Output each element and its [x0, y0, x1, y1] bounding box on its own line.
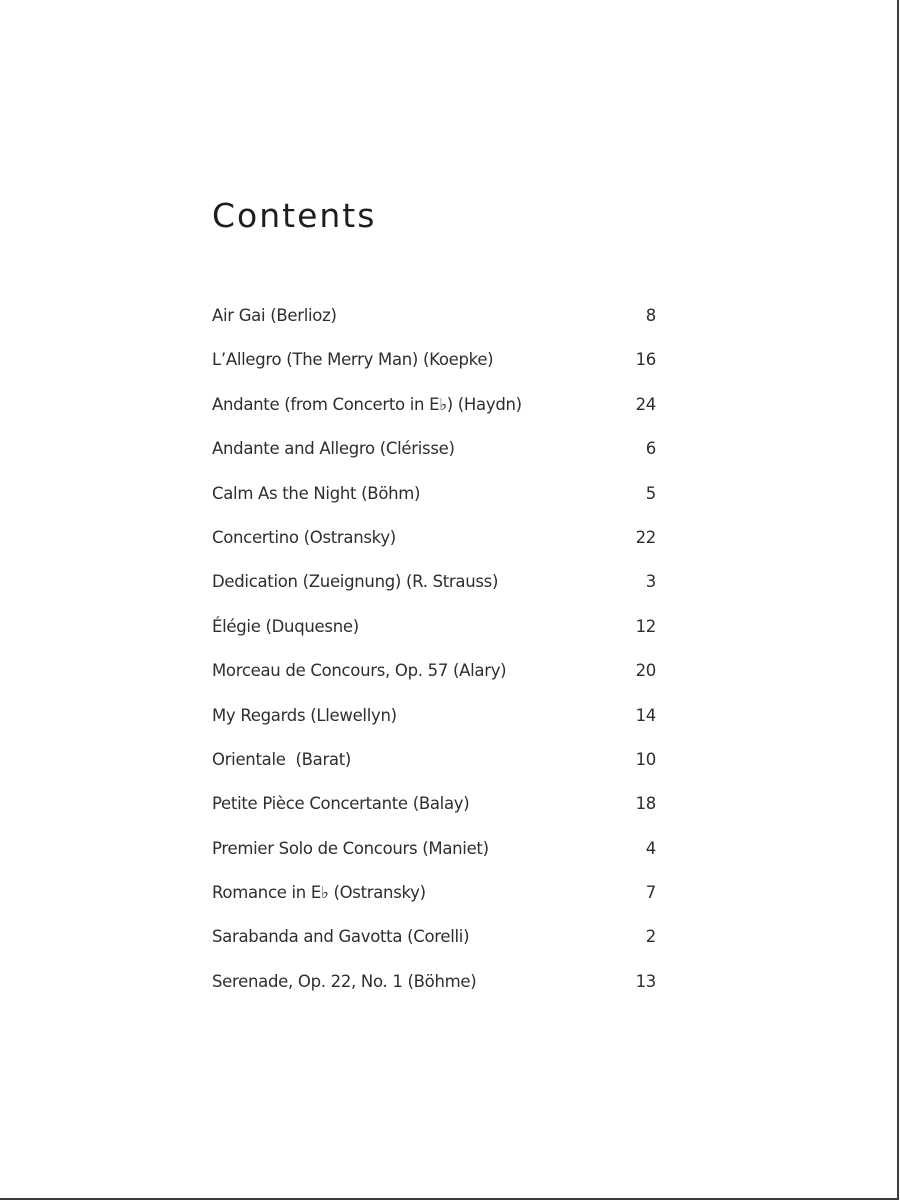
entry-title: Romance in E♭ (Ostransky)	[212, 883, 426, 903]
entry-title: My Regards (Llewellyn)	[212, 705, 397, 725]
entry-title: Andante and Allegro (Clérisse)	[212, 439, 455, 459]
entry-title: Dedication (Zueignung) (R. Strauss)	[212, 572, 499, 592]
contents-entry	[212, 350, 656, 394]
contents-entry	[212, 750, 656, 794]
contents-entry	[212, 661, 656, 705]
contents-entry	[212, 439, 656, 483]
page-title: Contents	[212, 196, 377, 235]
contents-entry	[212, 706, 656, 750]
entry-page-number: 18	[635, 794, 656, 814]
contents-entry	[212, 883, 656, 927]
contents-entry	[212, 528, 656, 572]
entry-page-number: 12	[635, 616, 656, 636]
entry-title: Élégie (Duquesne)	[212, 616, 359, 636]
entry-page-number: 6	[645, 439, 656, 459]
entry-page-number: 14	[635, 705, 656, 725]
entry-page-number: 16	[635, 350, 656, 370]
entry-title: Orientale (Barat)	[212, 749, 352, 769]
contents-entry	[212, 972, 656, 1012]
contents-entry	[212, 484, 656, 528]
contents-entry	[212, 794, 656, 838]
contents-list	[212, 306, 656, 1012]
contents-entry	[212, 839, 656, 883]
contents-entry	[212, 617, 656, 661]
entry-title: Air Gai (Berlioz)	[212, 306, 337, 325]
entry-title: Serenade, Op. 22, No. 1 (Böhme)	[212, 971, 477, 991]
entry-page-number: 22	[635, 527, 656, 547]
entry-page-number: 20	[635, 661, 656, 681]
entry-page-number: 10	[635, 749, 656, 769]
entry-title: L’Allegro (The Merry Man) (Koepke)	[212, 350, 494, 370]
entry-page-number: 4	[645, 838, 656, 858]
entry-title: Concertino (Ostransky)	[212, 527, 396, 547]
entry-title: Morceau de Concours, Op. 57 (Alary)	[212, 661, 507, 681]
entry-title: Petite Pièce Concertante (Balay)	[212, 794, 470, 814]
contents-entry	[212, 927, 656, 971]
entry-title: Andante (from Concerto in E♭) (Haydn)	[212, 394, 522, 414]
contents-entry	[212, 306, 656, 350]
entry-page-number: 8	[645, 306, 656, 325]
entry-page-number: 13	[635, 971, 656, 991]
contents-entry	[212, 395, 656, 439]
entry-title: Premier Solo de Concours (Maniet)	[212, 838, 489, 858]
entry-title: Sarabanda and Gavotta (Corelli)	[212, 927, 470, 947]
entry-page-number: 2	[645, 927, 656, 947]
entry-page-number: 7	[645, 883, 656, 903]
entry-title: Calm As the Night (Böhm)	[212, 483, 421, 503]
entry-page-number: 3	[645, 572, 656, 592]
entry-page-number: 24	[635, 394, 656, 414]
entry-page-number: 5	[645, 483, 656, 503]
contents-entry	[212, 572, 656, 616]
